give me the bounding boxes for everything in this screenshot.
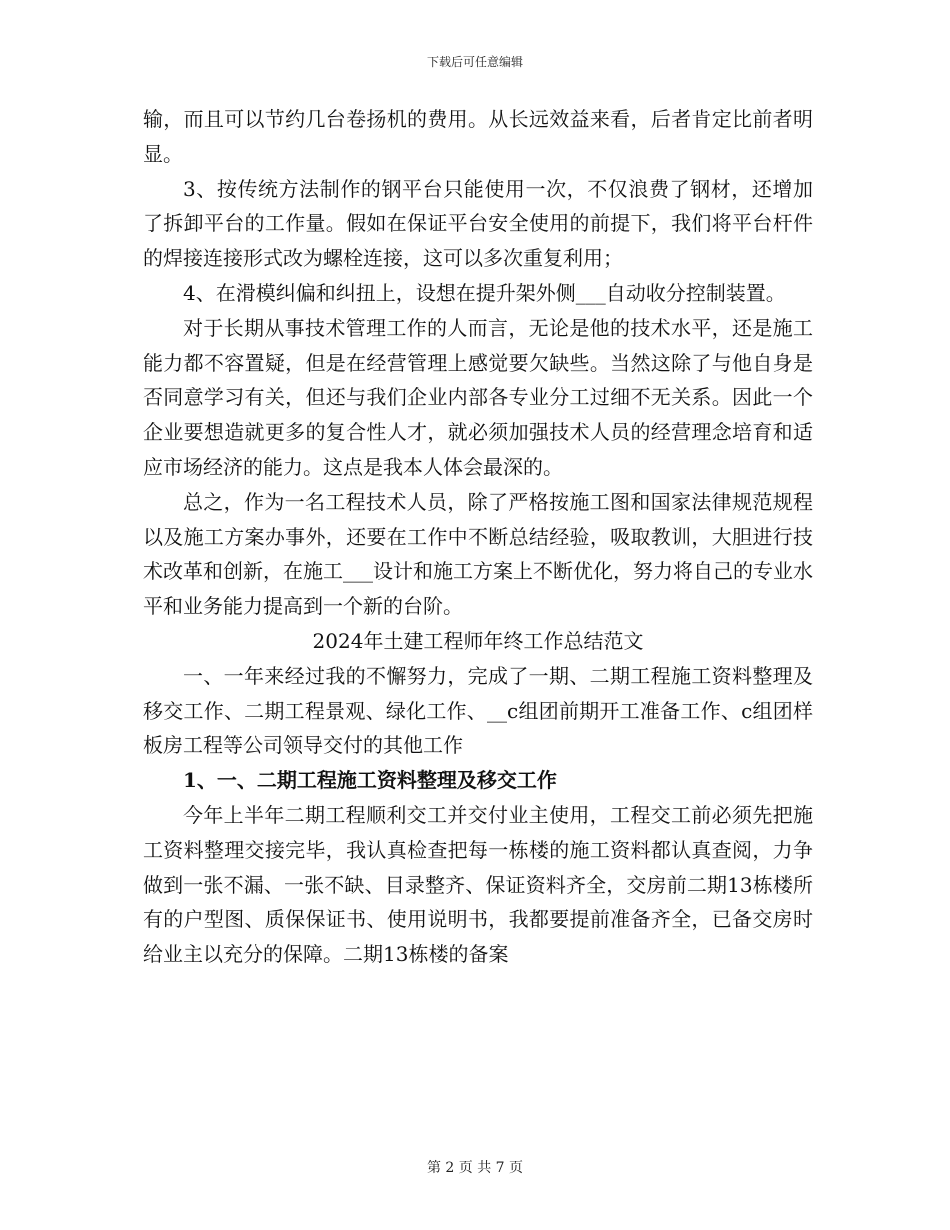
paragraph-section-1: 今年上半年二期工程顺利交工并交付业主使用，工程交工前必须先把施工资料整理交接完毕，我认真检查把每一栋楼的施工资料都认真查阅，力争做到一张不漏、一张不缺、目录整齐、保证资料齐全，交房前二期13栋楼所有的户型图、质保保证书、使用说明书，我都要提前准备齐全，已备交房时给业主以充分的保障。二期13栋楼的备案: [143, 802, 813, 967]
paragraph-conclusion: 总之，作为一名工程技术人员，除了严格按施工图和国家法律规范规程以及施工方案办事外，还要在工作中不断总结经验，吸取教训，大胆进行技术改革和创新，在施工___设计和施工方案上不断优化，努力将自己的专业水平和业务能力提高到一个新的台阶。: [143, 489, 813, 619]
section-heading: 1、一、二期工程施工资料整理及移交工作: [183, 768, 557, 793]
document-body: [143, 102, 813, 972]
paragraph-item-3: 3、按传统方法制作的钢平台只能使用一次，不仅浪费了钢材，还增加了拆卸平台的工作量。假如在保证平台安全使用的前提下，我们将平台杆件的焊接连接形式改为螺栓连接，这可以多次重复利用；: [143, 176, 813, 271]
page-footer: 第 2 页 共 7 页: [426, 1160, 524, 1176]
document-title: 2024年土建工程师年终工作总结范文: [312, 628, 644, 653]
paragraph-summary: 一、一年来经过我的不懈努力，完成了一期、二期工程施工资料整理及移交工作、二期工程景观、绿化工作、__c组团前期开工准备工作、c组团样板房工程等公司领导交付的其他工作: [143, 663, 813, 758]
page-header: 下载后可任意编辑: [426, 55, 523, 69]
paragraph-management: 对于长期从事技术管理工作的人而言，无论是他的技术水平，还是施工能力都不容置疑，但是在经营管理上感觉要欠缺些。当然这除了与他自身是否同意学习有关，但还与我们企业内部各专业分工过细不无关系。因此一个企业要想造就更多的复合性人才，就必须加强技术人员的经营理念培育和适应市场经济的能力。这点是我本人体会最深的。: [143, 315, 813, 479]
paragraph-continuation: 输，而且可以节约几台卷扬机的费用。从长远效益来看，后者肯定比前者明显。: [143, 107, 813, 166]
paragraph-item-4: 4、在滑模纠偏和纠扭上，设想在提升架外侧___自动收分控制装置。: [183, 280, 786, 305]
